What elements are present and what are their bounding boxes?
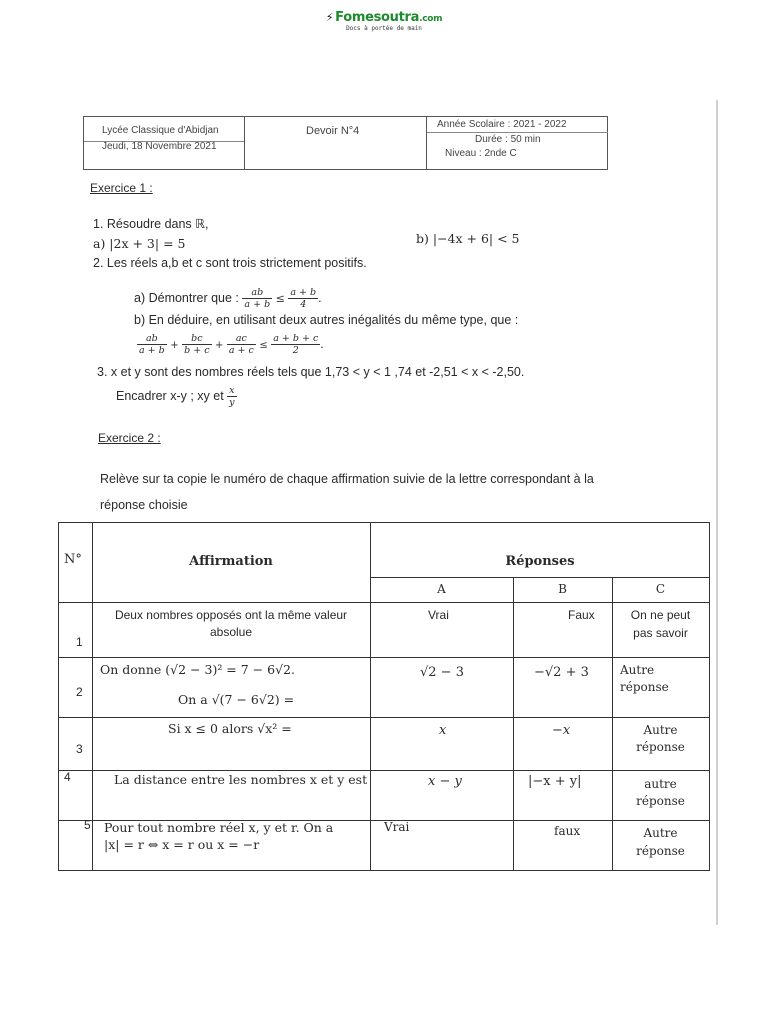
- row-5-answer-c-line2: réponse: [636, 844, 685, 858]
- ex2-intro-line2: réponse choisie: [100, 498, 188, 512]
- row-1-answer-b: Faux: [568, 608, 595, 622]
- exam-date: Jeudi, 18 Novembre 2021: [102, 141, 217, 152]
- row-2-answer-c-line1: Autre: [620, 663, 655, 677]
- row-1-answer-a: Vrai: [428, 608, 449, 622]
- row-2-number: 2: [76, 685, 83, 699]
- class-level: Niveau : 2nde C: [445, 148, 517, 159]
- ex1-q3b: Encadrer x-y ; xy et $\frac{x}{y}$: [116, 385, 235, 408]
- row-5-number: 5: [84, 818, 91, 832]
- answers-table: [58, 522, 710, 872]
- row-4-answer-c-line1: autre: [644, 777, 677, 791]
- page-edge: [716, 100, 718, 925]
- fraction-a-plus-b: $\frac{a + b}{4}$: [290, 287, 317, 310]
- ex1-q2b-formula: $\frac{ab}{a + b}$ + $\frac{bc}{b + c}$ + $\frac{ac}{a + c}$ ≤ $\frac{a + b + c}{2}$ .: [139, 333, 324, 356]
- row-2-affirmation-line1: On donne (√2 − 3)² = 7 − 6√2.: [100, 662, 295, 677]
- col-b-header: B: [558, 582, 567, 596]
- row-1-answer-c-line1: On ne peut: [630, 608, 691, 622]
- header-school-cell: [84, 117, 245, 169]
- row-3-answer-c-line1: Autre: [643, 723, 678, 737]
- exam-title: Devoir N°4: [306, 125, 360, 137]
- row-1-affirmation-line1: Deux nombres opposés ont la même valeur: [114, 608, 348, 622]
- row-4-answer-a: x − y: [428, 774, 462, 789]
- row-1-affirmation-line2: absolue: [209, 625, 253, 639]
- ex1-q2b: b) En déduire, en utilisant deux autres inégalités du même type, que :: [134, 313, 519, 327]
- row-5-answer-b: faux: [554, 824, 581, 838]
- row-4-affirmation: La distance entre les nombres x et y est: [114, 772, 368, 787]
- row-4-answer-c-line2: réponse: [636, 794, 685, 808]
- row-5-affirmation-line2: |x| = r ⇔ x = r ou x = −r: [104, 837, 260, 852]
- row-2-answer-b: −√2 + 3: [534, 665, 589, 680]
- site-logo: [318, 10, 450, 42]
- ex2-intro-line1: Relève sur ta copie le numéro de chaque affirmation suivie de la lettre correspondant à la: [100, 472, 594, 486]
- school-name: Lycée Classique d'Abidjan: [102, 125, 219, 136]
- row-2-answer-a: √2 − 3: [420, 665, 464, 680]
- row-3-answer-b: −x: [552, 723, 571, 738]
- ex1-q1a: a) |2x + 3| = 5: [93, 236, 186, 251]
- row-2-answer-c-line2: réponse: [620, 680, 669, 694]
- header-box: [83, 116, 608, 170]
- row-1-number: 1: [76, 635, 83, 649]
- exercise2-title: Exercice 2 :: [98, 431, 161, 445]
- logo-name: Fomesoutra: [335, 10, 420, 25]
- exercise1-title: Exercice 1 :: [90, 181, 153, 195]
- fraction-x-over-y: $\frac{x}{y}$: [229, 385, 235, 408]
- fraction-ab: $\frac{ab}{a + b}$: [244, 287, 271, 310]
- row-3-answer-a: x: [439, 723, 447, 738]
- col-c-header: C: [655, 582, 666, 596]
- row-2-affirmation-line2: On a √(7 − 6√2) =: [178, 692, 295, 707]
- row-4-number: 4: [64, 770, 71, 784]
- header-info-cell: [426, 117, 608, 169]
- row-3-answer-c-line2: réponse: [636, 740, 685, 754]
- ex1-q1: 1. Résoudre dans ℝ,: [93, 217, 209, 231]
- ex1-q2a: a) Démontrer que : $\frac{ab}{a + b}$ ≤ $\frac{a + b}{4}$ .: [134, 287, 322, 310]
- col-affirmation-header: Affirmation: [189, 554, 273, 569]
- row-3-affirmation: Si x ≤ 0 alors √x² =: [168, 721, 292, 736]
- row-5-answer-c-line1: Autre: [643, 826, 678, 840]
- ex1-q2a-prefix: a) Démontrer que :: [134, 290, 239, 305]
- exam-duration: Durée : 50 min: [475, 134, 541, 145]
- row-4-answer-b: |−x + y|: [528, 774, 582, 789]
- logo-suffix: .com: [419, 14, 443, 24]
- bolt-icon: ⚡: [325, 11, 334, 24]
- col-reponses-header: Réponses: [505, 554, 575, 569]
- row-3-number: 3: [76, 742, 83, 756]
- row-1-answer-c-line2: pas savoir: [633, 626, 688, 640]
- row-5-affirmation-line1: Pour tout nombre réel x, y et r. On a: [104, 820, 334, 835]
- logo-tagline: Docs à portée de main: [346, 25, 422, 32]
- ex1-q3: 3. x et y sont des nombres réels tels que 1,73 < y < 1 ,74 et -2,51 < x < -2,50.: [97, 365, 525, 379]
- ex1-q1b: b) |−4x + 6| < 5: [416, 231, 520, 246]
- col-number-header: N°: [64, 552, 82, 567]
- ex1-q2: 2. Les réels a,b et c sont trois strictement positifs.: [93, 256, 367, 270]
- row-5-answer-a: Vrai: [384, 820, 410, 834]
- school-year: Année Scolaire : 2021 - 2022: [437, 119, 567, 130]
- col-a-header: A: [437, 582, 446, 596]
